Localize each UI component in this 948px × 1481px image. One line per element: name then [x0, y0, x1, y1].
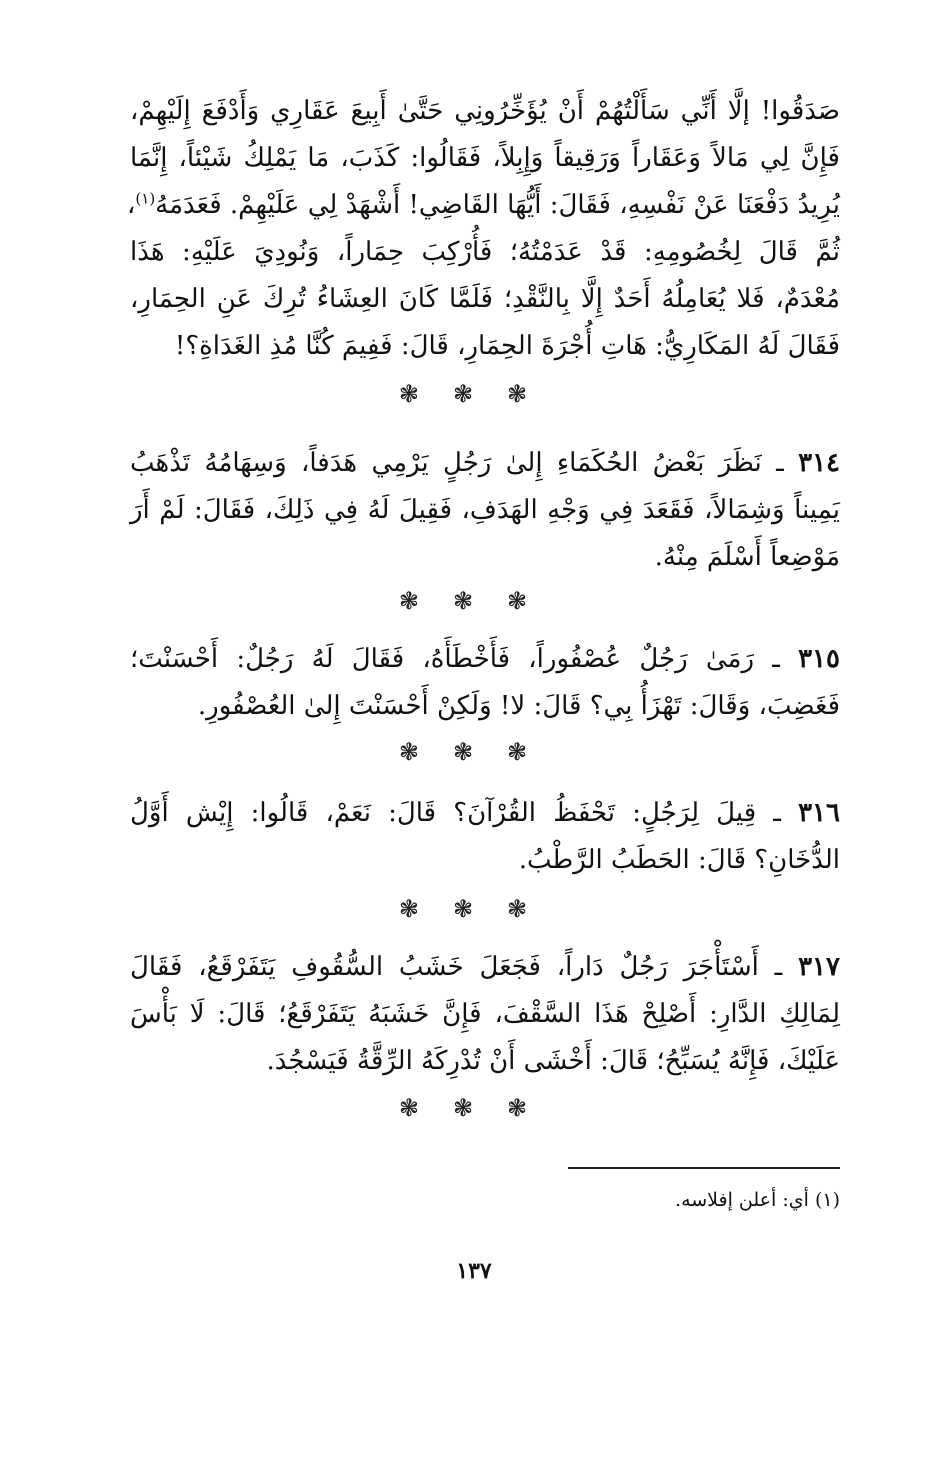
- entry-314: [130, 440, 840, 581]
- ornament-icon: ❃: [452, 738, 496, 766]
- footnote-divider: [568, 1167, 840, 1169]
- entry-line-text: أَسْتَأْجَرَ رَجُلٌ دَاراً، فَجَعَلَ خَشَبُ السُّقُوفِ يَتَفَرْقَعُ، فَقَالَ: [130, 952, 759, 982]
- section-separator: [0, 380, 948, 408]
- ornament-icon: ❃: [507, 738, 550, 766]
- entry-line-text: رَمَىٰ رَجُلٌ عُصْفُوراً، فَأَخْطَأَهُ، فَقَالَ لَهُ رَجُلٌ: أَحْسَنْتَ؛: [130, 644, 755, 674]
- entry-315: [130, 636, 840, 730]
- entry-number: ٣١٥: [798, 644, 840, 674]
- entry-line: ٣١٤ ـ نَظَرَ بَعْضُ الحُكَمَاءِ إِلىٰ رَجُلٍ يَرْمِي هَدَفاً، وَسِهَامُهُ تَذْهَبُ: [130, 448, 841, 478]
- ornament-icon: ❃: [398, 1094, 441, 1122]
- entry-line: عَلَيْكَ، فَإِنَّهُ يُسَبِّحُ؛ قَالَ: أَخْشَى أَنْ تُدْرِكَهُ الرِّقَّةُ فَيَسْجُدَ.: [266, 1046, 840, 1076]
- entry-number: ٣١٧: [798, 952, 840, 982]
- ornament-icon: ❃: [507, 1094, 550, 1122]
- intro-line: يُرِيدُ دَفْعَنَا عَنْ نَفْسِهِ، فَقَالَ: أَيُّهَا القَاضِي! أَشْهَدْ لِي عَلَيْهِمْ. فَعَدَمَهُ$^{(١)}$،: [126, 189, 840, 220]
- entry-number: ٣١٤: [798, 448, 841, 478]
- section-separator: [0, 895, 948, 923]
- entry-line: لِمَالِكِ الدَّارِ: أَصْلِحْ هَذَا السَّقْفَ، فَإِنَّ خَشَبَهُ يَتَفَرْقَعُ؛ قَالَ: لَا بَأْسَ: [130, 999, 840, 1029]
- page-number: ١٣٧: [456, 1258, 492, 1284]
- intro-line: فَإِنَّ لِي مَالاً وَعَقَاراً وَرَقِيقاً وَإِبِلاً، فَقَالُوا: كَذَبَ، مَا يَمْلِكُ شَيْئاً، إِنَّمَا: [130, 143, 840, 173]
- ornament-icon: ❃: [452, 1094, 496, 1122]
- entry-number: ٣١٦: [798, 798, 840, 828]
- section-separator: [0, 1094, 948, 1122]
- ornament-icon: ❃: [398, 738, 441, 766]
- intro-line: فَقَالَ لَهُ المَكَارِيُّ: هَاتِ أُجْرَةَ الحِمَارِ، قَالَ: فَفِيمَ كُنَّا مُذِ الغَدَاةِ؟!: [174, 331, 840, 361]
- entry-line: ٣١٥ ـ رَمَىٰ رَجُلٌ عُصْفُوراً، فَأَخْطَأَهُ، فَقَالَ لَهُ رَجُلٌ: أَحْسَنْتَ؛: [130, 644, 840, 674]
- intro-line: مُعْدَمٌ، فَلا يُعَامِلُهُ أَحَدٌ إِلَّا بِالنَّقْدِ؛ فَلَمَّا كَانَ العِشَاءُ تُرِكَ عَنِ الحِمَارِ،: [130, 284, 840, 314]
- section-separator: [0, 738, 948, 766]
- ornament-icon: ❃: [507, 380, 550, 408]
- ornament-icon: ❃: [398, 587, 441, 615]
- entry-316: [130, 790, 840, 884]
- intro-line: صَدَقُوا! إلَّا أَنِّي سَأَلْتُهُمْ أَنْ يُؤَخِّرُونِي حَتَّىٰ أَبِيعَ عَقَارِي وَأَدْفَعَ إِلَيْهِمْ،: [130, 96, 840, 126]
- entry-line: يَمِيناً وَشِمَالاً، فَقَعَدَ فِي وَجْهِ الهَدَفِ، فَقِيلَ لَهُ فِي ذَلِكَ، فَقَالَ: لَمْ أَرَ: [130, 495, 840, 525]
- section-separator: [0, 587, 948, 615]
- ornament-icon: ❃: [452, 895, 496, 923]
- entry-line: مَوْضِعاً أَسْلَمَ مِنْهُ.: [654, 542, 840, 572]
- entry-line: الدُّخَانِ؟ قَالَ: الحَطَبُ الرَّطْبُ.: [518, 845, 840, 875]
- ornament-icon: ❃: [507, 587, 550, 615]
- footnote-text: أي: أعلن إفلاسه.: [675, 1189, 809, 1211]
- ornament-icon: ❃: [452, 380, 496, 408]
- ornament-icon: ❃: [398, 895, 441, 923]
- intro-line-text: يُرِيدُ دَفْعَنَا عَنْ نَفْسِهِ، فَقَالَ: أَيُّهَا القَاضِي! أَشْهَدْ لِي عَلَيْهِمْ. فَعَدَمَهُ: [155, 190, 840, 220]
- footnote-mark: (١): [814, 1189, 840, 1211]
- intro-line: ثُمَّ قَالَ لِخُصُومِهِ: قَدْ عَدَمْتُهُ؛ فَأُرْكِبَ حِمَاراً، وَنُودِيَ عَلَيْهِ: هَذَا: [130, 237, 840, 267]
- entry-line-text: نَظَرَ بَعْضُ الحُكَمَاءِ إِلىٰ رَجُلٍ يَرْمِي هَدَفاً، وَسِهَامُهُ تَذْهَبُ: [130, 448, 762, 478]
- ornament-icon: ❃: [398, 380, 441, 408]
- intro-paragraph: [126, 88, 840, 370]
- ornament-icon: ❃: [507, 895, 550, 923]
- entry-317: [130, 944, 840, 1085]
- entry-line-text: قِيلَ لِرَجُلٍ: تَحْفَظُ القُرْآنَ؟ قَالَ: نَعَمْ، قَالُوا: إِيْش أَوَّلُ: [130, 798, 757, 828]
- footnote: [500, 1186, 840, 1214]
- footnote-reference: (١): [135, 189, 156, 208]
- entry-line: ٣١٦ ـ قِيلَ لِرَجُلٍ: تَحْفَظُ القُرْآنَ؟ قَالَ: نَعَمْ، قَالُوا: إِيْش أَوَّلُ: [130, 798, 840, 828]
- entry-line: ٣١٧ ـ أَسْتَأْجَرَ رَجُلٌ دَاراً، فَجَعَلَ خَشَبُ السُّقُوفِ يَتَفَرْقَعُ، فَقَالَ: [130, 952, 840, 982]
- entry-line: فَغَضِبَ، وَقَالَ: تَهْزَأُ بِي؟ قَالَ: لا! وَلَكِنْ أَحْسَنْتَ إِلىٰ العُصْفُورِ.: [197, 691, 840, 721]
- ornament-icon: ❃: [452, 587, 496, 615]
